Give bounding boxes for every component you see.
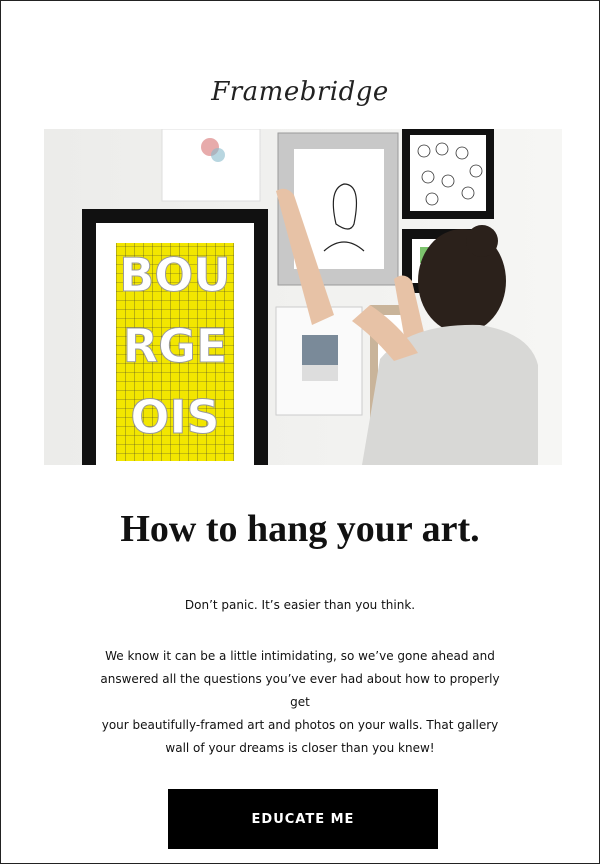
- body-line: wall of your dreams is closer than you knew!: [165, 741, 435, 755]
- hero-image: [44, 129, 562, 465]
- body-copy: [91, 645, 509, 760]
- body-line: your beautifully-framed art and photos on your walls. That gallery: [101, 718, 499, 732]
- poster-row-1: BOU: [119, 248, 231, 302]
- poster-row-2: RGE: [122, 319, 228, 373]
- page-title: [1, 507, 599, 551]
- headline-bold: How: [120, 508, 197, 550]
- educate-me-button[interactable]: EDUCATE ME: [168, 789, 438, 849]
- poster-row-3: OIS: [130, 390, 220, 444]
- frame-black-faces: [402, 129, 494, 219]
- body-line: answered all the questions you’ve ever had about how to properly get: [100, 672, 500, 709]
- frame-white-photo: [276, 307, 362, 415]
- framebridge-logo[interactable]: Framebridge: [211, 77, 389, 107]
- frame-small-flower: [162, 129, 260, 201]
- body-line: We know it can be a little intimidating, so we’ve gone ahead and: [105, 649, 495, 663]
- tagline: Don’t panic. It’s easier than you think.: [184, 598, 416, 612]
- headline-rest: to hang your art.: [205, 508, 480, 550]
